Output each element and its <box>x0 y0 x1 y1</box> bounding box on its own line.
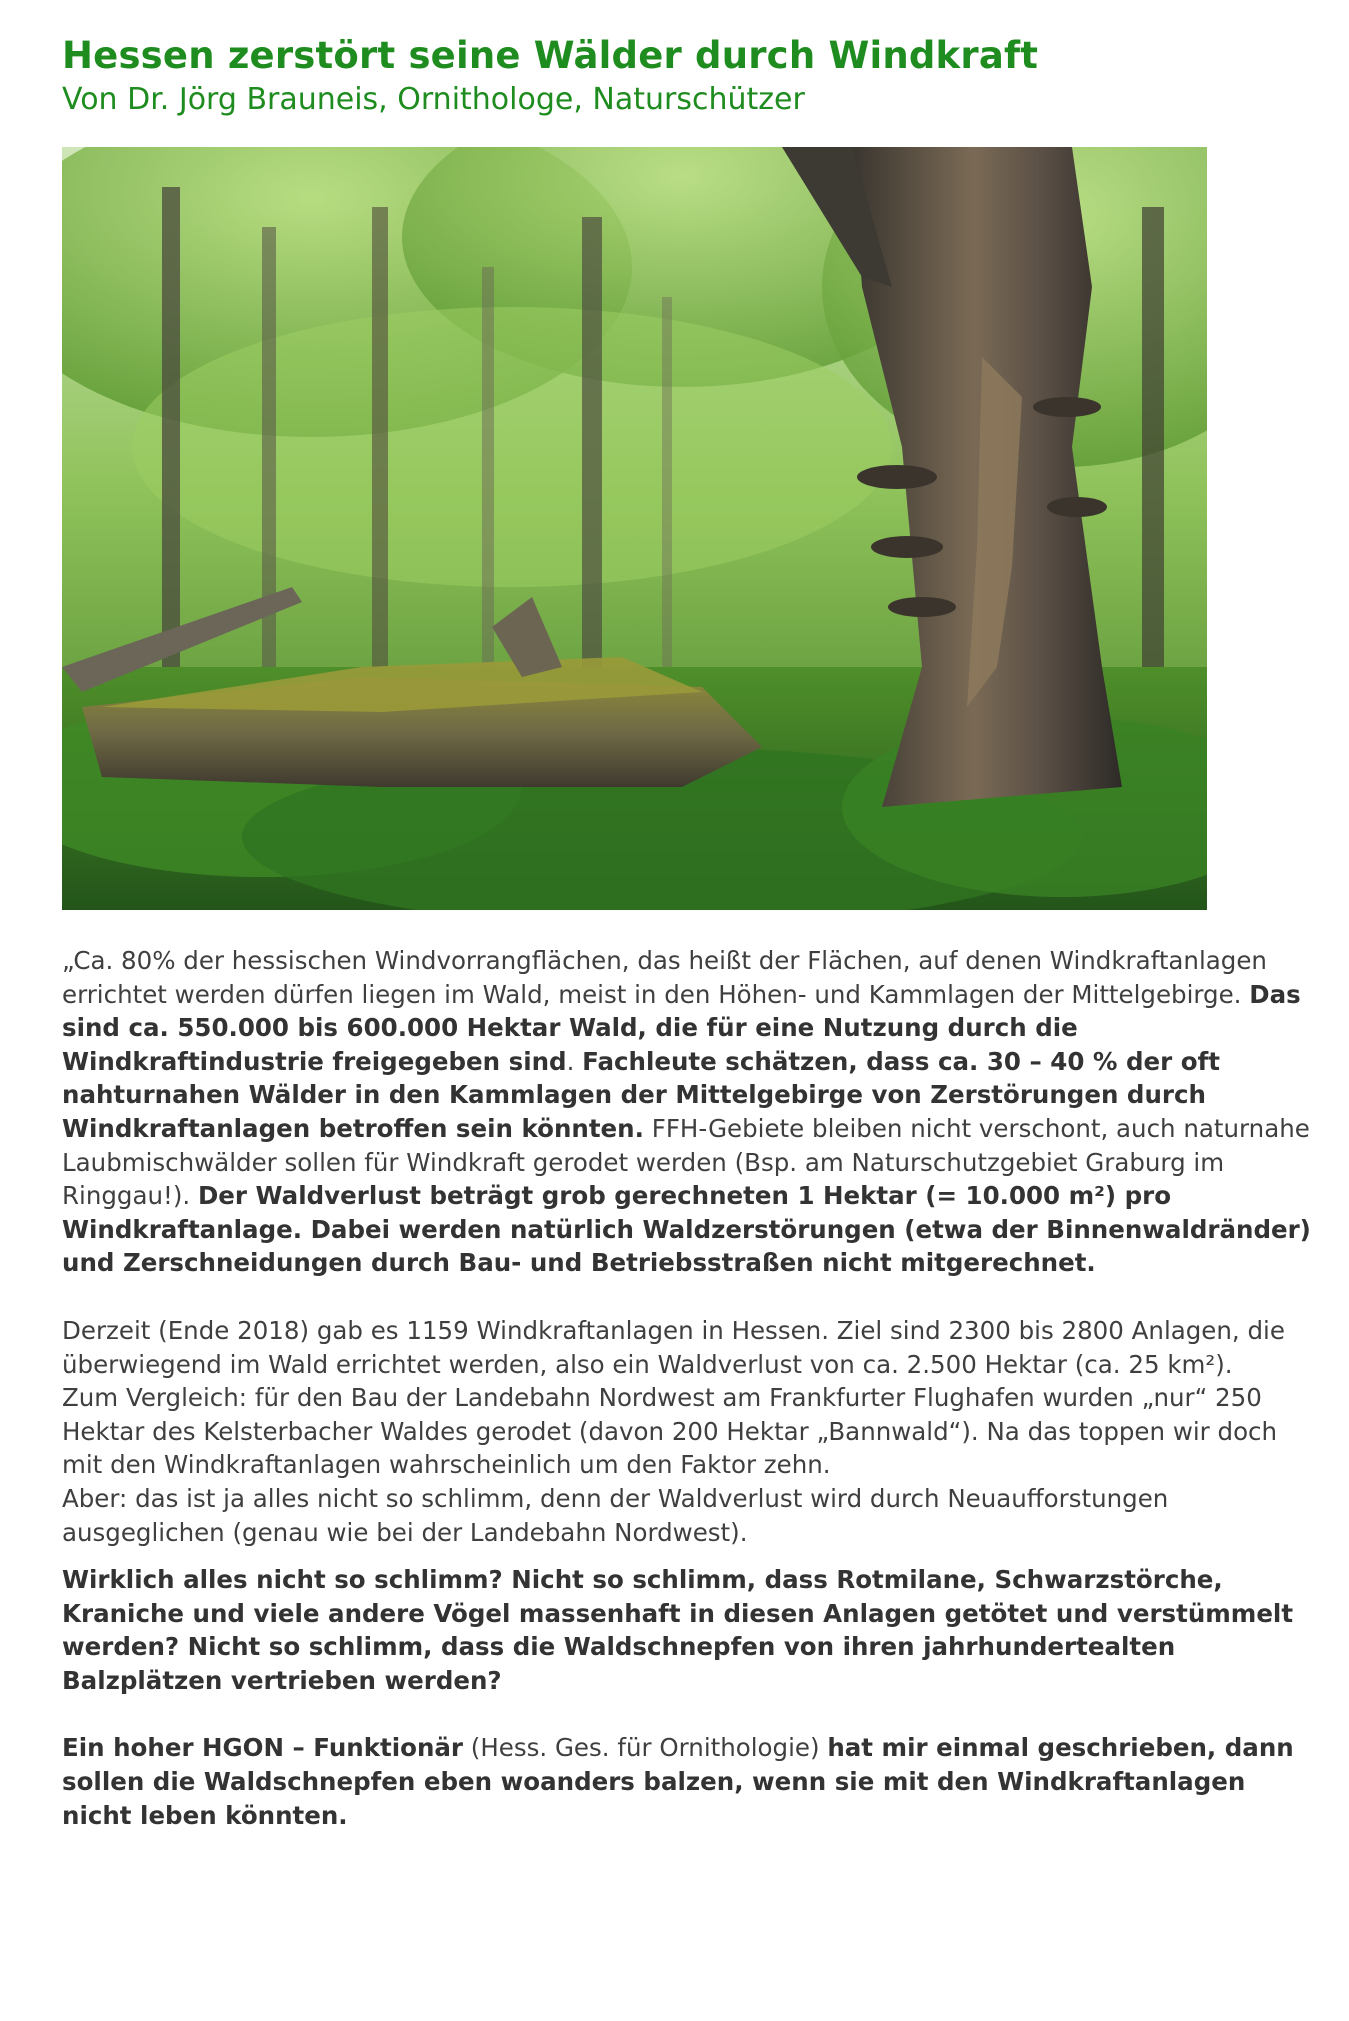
text-span: . <box>566 1046 583 1076</box>
text-span: FFH-Gebiete bleiben nicht verschont, auch naturnahe Laubmischwälder sollen für Windkraft gerodet werden (Bsp. am Naturschutzgebiet Graburg im Ringgau!). <box>62 1113 1310 1211</box>
paragraph-anzahl-anlagen: Derzeit (Ende 2018) gab es 1159 Windkraftanlagen in Hessen. Ziel sind 2300 bis 2800 Anlagen, die überwiegend im Wald errichtet werden, also ein Waldverlust von ca. 2.500 Hektar (ca. 25 km²). <box>62 1315 1285 1379</box>
article-title: Hessen zerstört seine Wälder durch Windkraft <box>62 34 1039 77</box>
text-span: (Hess. Ges. für Ornithologie) <box>463 1733 828 1763</box>
emphasis-text: Das sind ca. 550.000 bis 600.000 Hektar Wald, die für eine Nutzung durch die Windkraftindustrie freigegeben sind <box>62 979 1301 1076</box>
paragraph-spacer <box>62 1280 1312 1314</box>
paragraph-spacer <box>62 1697 1312 1731</box>
emphasis-text: Wirklich alles nicht so schlimm? Nicht so schlimm, dass Rotmilane, Schwarzstörche, Kraniche und viele andere Vögel massenhaft in diesen Anlagen getötet und verstümmelt werden? Nicht so schlimm, dass die Waldschnepfen von ihren jahrhundertealten Balzplätzen vertrieben werden? <box>62 1565 1294 1695</box>
forest-illustration <box>62 147 1207 910</box>
paragraph-spacer <box>62 1549 1312 1563</box>
emphasis-text: Ein hoher HGON – Funktionär <box>62 1733 463 1763</box>
article-body <box>62 944 1312 1832</box>
emphasis-text: Fachleute schätzen, dass ca. 30 – 40 % der oft nahturnahen Wälder in den Kammlagen der Mittelgebirge von Zerstörungen durch Windkraftanlagen betroffen sein könnten. <box>62 1046 1220 1143</box>
paragraph-neuaufforstung: Aber: das ist ja alles nicht so schlimm, denn der Waldverlust wird durch Neuaufforstungen ausgeglichen (genau wie bei der Landebahn Nordwest). <box>62 1483 1169 1547</box>
article <box>62 32 1312 1830</box>
paragraph-windvorrangflaechen <box>62 944 1312 1280</box>
paragraph-voegel <box>62 1563 1312 1697</box>
article-byline: Von Dr. Jörg Brauneis, Ornithologe, Naturschützer <box>62 82 805 117</box>
emphasis-text: hat mir einmal geschrieben, dann sollen die Waldschnepfen eben woanders balzen, wenn sie mit den Windkraftanlagen nicht leben könnten. <box>62 1733 1294 1830</box>
emphasis-text: Der Waldverlust beträgt grob gerechneten 1 Hektar (= 10.000 m²) pro Windkraftanlage. Dabei werden natürlich Waldzerstörungen (etwa der Binnenwaldränder) und Zerschneidungen durch Bau- und Betriebsstraßen nicht mitgerechnet. <box>62 1181 1311 1278</box>
text-span: „Ca. 80% der hessischen Windvorrangflächen, das heißt der Flächen, auf denen Windkraftanlagen errichtet werden dürfen liegen im Wald, meist in den Höhen- und Kammlagen der Mittelgebirge. <box>62 946 1267 1009</box>
paragraph-hgon <box>62 1731 1312 1832</box>
paragraph-vergleich-landebahn: Zum Vergleich: für den Bau der Landebahn Nordwest am Frankfurter Flughafen wurden „nur“ 250 Hektar des Kelsterbacher Waldes gerodet (davon 200 Hektar „Bannwald“). Na das toppen wir doch mit den Windkraftanlagen wahrscheinlich um den Faktor zehn. <box>62 1383 1278 1480</box>
forest-photo <box>62 147 1207 910</box>
